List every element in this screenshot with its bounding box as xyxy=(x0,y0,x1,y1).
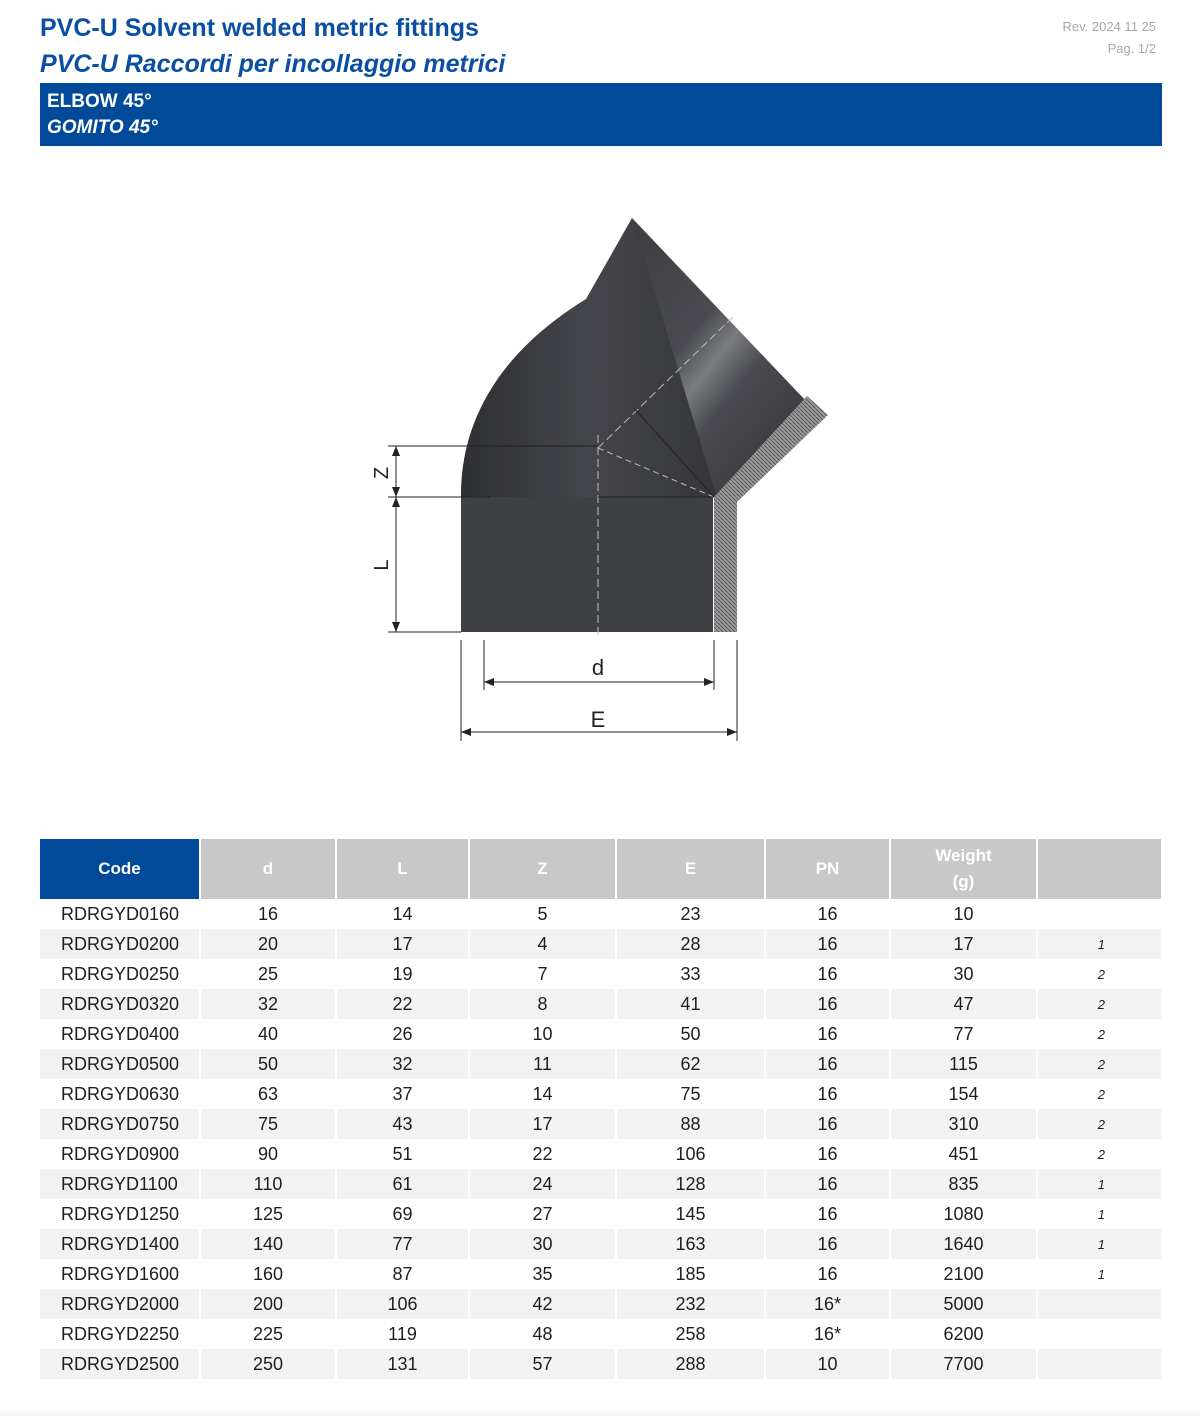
lower-socket xyxy=(461,497,713,632)
table-row xyxy=(40,959,1162,989)
cell-d: 140 xyxy=(200,1229,336,1259)
header-l: L xyxy=(336,839,469,899)
cell-pn: 16 xyxy=(765,1259,890,1289)
z-arrow-bottom xyxy=(392,487,400,497)
cell-note: 2 xyxy=(1037,1019,1162,1049)
cell-weight: 30 xyxy=(890,959,1037,989)
header-e: E xyxy=(616,839,765,899)
elbow-drawing-svg xyxy=(340,205,860,765)
l-label: L xyxy=(371,559,393,571)
cell-code: RDRGYD0320 xyxy=(40,989,200,1019)
product-name-en: ELBOW 45° xyxy=(47,91,152,112)
cell-code: RDRGYD1250 xyxy=(40,1199,200,1229)
cell-l: 87 xyxy=(336,1259,469,1289)
cell-d: 75 xyxy=(200,1109,336,1139)
e-arrow-left xyxy=(461,728,471,736)
cell-e: 163 xyxy=(616,1229,765,1259)
cell-d: 40 xyxy=(200,1019,336,1049)
cell-code: RDRGYD2500 xyxy=(40,1349,200,1379)
cell-code: RDRGYD0400 xyxy=(40,1019,200,1049)
table-row xyxy=(40,1319,1162,1349)
cell-d: 32 xyxy=(200,989,336,1019)
cell-code: RDRGYD0250 xyxy=(40,959,200,989)
page-subtitle: PVC-U Raccordi per incollaggio metrici xyxy=(40,50,506,78)
cell-z: 24 xyxy=(469,1169,616,1199)
cell-code: RDRGYD0900 xyxy=(40,1139,200,1169)
cell-e: 23 xyxy=(616,899,765,929)
header-z: Z xyxy=(469,839,616,899)
cell-pn: 16 xyxy=(765,1229,890,1259)
cell-e: 185 xyxy=(616,1259,765,1289)
cell-z: 4 xyxy=(469,929,616,959)
cell-d: 250 xyxy=(200,1349,336,1379)
cell-e: 128 xyxy=(616,1169,765,1199)
cell-e: 75 xyxy=(616,1079,765,1109)
cell-d: 160 xyxy=(200,1259,336,1289)
cell-l: 43 xyxy=(336,1109,469,1139)
d-label: d xyxy=(591,655,605,680)
cell-l: 26 xyxy=(336,1019,469,1049)
cell-z: 48 xyxy=(469,1319,616,1349)
cell-pn: 16 xyxy=(765,1139,890,1169)
table-header-row xyxy=(40,839,1162,899)
cell-z: 27 xyxy=(469,1199,616,1229)
table-row xyxy=(40,899,1162,929)
header-pn: PN xyxy=(765,839,890,899)
cell-weight: 47 xyxy=(890,989,1037,1019)
cell-weight: 6200 xyxy=(890,1319,1037,1349)
cell-e: 33 xyxy=(616,959,765,989)
cell-d: 63 xyxy=(200,1079,336,1109)
cell-weight: 17 xyxy=(890,929,1037,959)
cell-z: 7 xyxy=(469,959,616,989)
header-d: d xyxy=(200,839,336,899)
cell-d: 125 xyxy=(200,1199,336,1229)
cell-pn: 16 xyxy=(765,1169,890,1199)
product-band xyxy=(40,83,1162,146)
l-arrow-top xyxy=(392,497,400,507)
cell-z: 57 xyxy=(469,1349,616,1379)
cell-code: RDRGYD0200 xyxy=(40,929,200,959)
cell-z: 10 xyxy=(469,1019,616,1049)
cell-pn: 16 xyxy=(765,1109,890,1139)
table-row xyxy=(40,1199,1162,1229)
table-row xyxy=(40,1139,1162,1169)
header-code: Code xyxy=(40,839,200,899)
cell-e: 145 xyxy=(616,1199,765,1229)
cell-note: 1 xyxy=(1037,929,1162,959)
cell-z: 30 xyxy=(469,1229,616,1259)
table-row xyxy=(40,1349,1162,1379)
cell-weight: 1640 xyxy=(890,1229,1037,1259)
cell-d: 50 xyxy=(200,1049,336,1079)
page-number: Pag. 1/2 xyxy=(1107,41,1156,56)
cell-d: 90 xyxy=(200,1139,336,1169)
cell-d: 25 xyxy=(200,959,336,989)
table-row xyxy=(40,1259,1162,1289)
cell-weight: 5000 xyxy=(890,1289,1037,1319)
cell-code: RDRGYD1100 xyxy=(40,1169,200,1199)
cell-l: 19 xyxy=(336,959,469,989)
cell-d: 225 xyxy=(200,1319,336,1349)
cell-weight: 835 xyxy=(890,1169,1037,1199)
cell-note: 2 xyxy=(1037,1139,1162,1169)
cell-code: RDRGYD1400 xyxy=(40,1229,200,1259)
cell-z: 5 xyxy=(469,899,616,929)
table-row xyxy=(40,929,1162,959)
cell-e: 106 xyxy=(616,1139,765,1169)
cell-e: 50 xyxy=(616,1019,765,1049)
cell-l: 51 xyxy=(336,1139,469,1169)
cell-l: 61 xyxy=(336,1169,469,1199)
d-arrow-left xyxy=(484,678,494,686)
cell-l: 32 xyxy=(336,1049,469,1079)
table-row xyxy=(40,989,1162,1019)
revision-info xyxy=(1063,16,1156,60)
cell-e: 41 xyxy=(616,989,765,1019)
z-arrow-top xyxy=(392,446,400,456)
cell-code: RDRGYD2250 xyxy=(40,1319,200,1349)
cell-code: RDRGYD2000 xyxy=(40,1289,200,1319)
cell-e: 88 xyxy=(616,1109,765,1139)
cell-d: 16 xyxy=(200,899,336,929)
cell-d: 20 xyxy=(200,929,336,959)
cell-weight: 154 xyxy=(890,1079,1037,1109)
cell-pn: 16 xyxy=(765,989,890,1019)
cell-code: RDRGYD0500 xyxy=(40,1049,200,1079)
cell-z: 8 xyxy=(469,989,616,1019)
cell-l: 69 xyxy=(336,1199,469,1229)
cell-z: 17 xyxy=(469,1109,616,1139)
cell-pn: 16 xyxy=(765,959,890,989)
cell-code: RDRGYD0750 xyxy=(40,1109,200,1139)
cell-e: 232 xyxy=(616,1289,765,1319)
cell-code: RDRGYD0630 xyxy=(40,1079,200,1109)
cell-weight: 77 xyxy=(890,1019,1037,1049)
cell-pn: 16 xyxy=(765,929,890,959)
e-label: E xyxy=(590,707,606,732)
elbow-technical-drawing xyxy=(340,205,860,770)
page-title: PVC-U Solvent welded metric fittings xyxy=(40,14,479,42)
cell-z: 11 xyxy=(469,1049,616,1079)
cell-pn: 16 xyxy=(765,899,890,929)
cell-z: 22 xyxy=(469,1139,616,1169)
cell-note: 2 xyxy=(1037,1109,1162,1139)
cell-z: 14 xyxy=(469,1079,616,1109)
cell-note xyxy=(1037,1289,1162,1319)
cell-l: 119 xyxy=(336,1319,469,1349)
cell-z: 42 xyxy=(469,1289,616,1319)
e-arrow-right xyxy=(727,728,737,736)
cell-weight: 7700 xyxy=(890,1349,1037,1379)
cell-pn: 16* xyxy=(765,1319,890,1349)
cell-weight: 2100 xyxy=(890,1259,1037,1289)
cell-d: 110 xyxy=(200,1169,336,1199)
cell-note: 2 xyxy=(1037,959,1162,989)
cell-l: 14 xyxy=(336,899,469,929)
cell-note xyxy=(1037,1319,1162,1349)
cell-pn: 16 xyxy=(765,1019,890,1049)
table-row xyxy=(40,1229,1162,1259)
cell-note: 1 xyxy=(1037,1169,1162,1199)
table-row xyxy=(40,1049,1162,1079)
cell-e: 288 xyxy=(616,1349,765,1379)
cell-note: 2 xyxy=(1037,989,1162,1019)
cell-code: RDRGYD1600 xyxy=(40,1259,200,1289)
l-arrow-bottom xyxy=(392,622,400,632)
cell-note xyxy=(1037,1349,1162,1379)
cell-pn: 10 xyxy=(765,1349,890,1379)
table-row xyxy=(40,1289,1162,1319)
cell-weight: 451 xyxy=(890,1139,1037,1169)
cell-z: 35 xyxy=(469,1259,616,1289)
cell-note: 1 xyxy=(1037,1199,1162,1229)
cell-e: 258 xyxy=(616,1319,765,1349)
cell-l: 77 xyxy=(336,1229,469,1259)
cell-l: 106 xyxy=(336,1289,469,1319)
dimensions-table xyxy=(40,839,1163,1379)
cell-weight: 115 xyxy=(890,1049,1037,1079)
d-arrow-right xyxy=(704,678,714,686)
cell-e: 28 xyxy=(616,929,765,959)
cell-pn: 16 xyxy=(765,1199,890,1229)
table-row xyxy=(40,1109,1162,1139)
cell-l: 37 xyxy=(336,1079,469,1109)
header-weight: Weight (g) xyxy=(890,839,1037,899)
cell-weight: 10 xyxy=(890,899,1037,929)
header-notes xyxy=(1037,839,1162,899)
cell-l: 17 xyxy=(336,929,469,959)
cell-d: 200 xyxy=(200,1289,336,1319)
product-name-it: GOMITO 45° xyxy=(47,117,158,138)
cell-pn: 16 xyxy=(765,1079,890,1109)
cell-pn: 16 xyxy=(765,1049,890,1079)
cell-l: 22 xyxy=(336,989,469,1019)
table-row xyxy=(40,1169,1162,1199)
table-row xyxy=(40,1019,1162,1049)
cell-pn: 16* xyxy=(765,1289,890,1319)
cell-weight: 310 xyxy=(890,1109,1037,1139)
cell-weight: 1080 xyxy=(890,1199,1037,1229)
cell-note xyxy=(1037,899,1162,929)
cell-note: 1 xyxy=(1037,1229,1162,1259)
page-bottom-fade xyxy=(0,1406,1200,1416)
cell-l: 131 xyxy=(336,1349,469,1379)
lower-wall-section xyxy=(714,497,737,632)
cell-note: 2 xyxy=(1037,1049,1162,1079)
cell-code: RDRGYD0160 xyxy=(40,899,200,929)
cell-note: 2 xyxy=(1037,1079,1162,1109)
revision-date: Rev. 2024 11 25 xyxy=(1062,19,1156,34)
z-label: Z xyxy=(371,466,393,480)
table-row xyxy=(40,1079,1162,1109)
cell-e: 62 xyxy=(616,1049,765,1079)
cell-note: 1 xyxy=(1037,1259,1162,1289)
